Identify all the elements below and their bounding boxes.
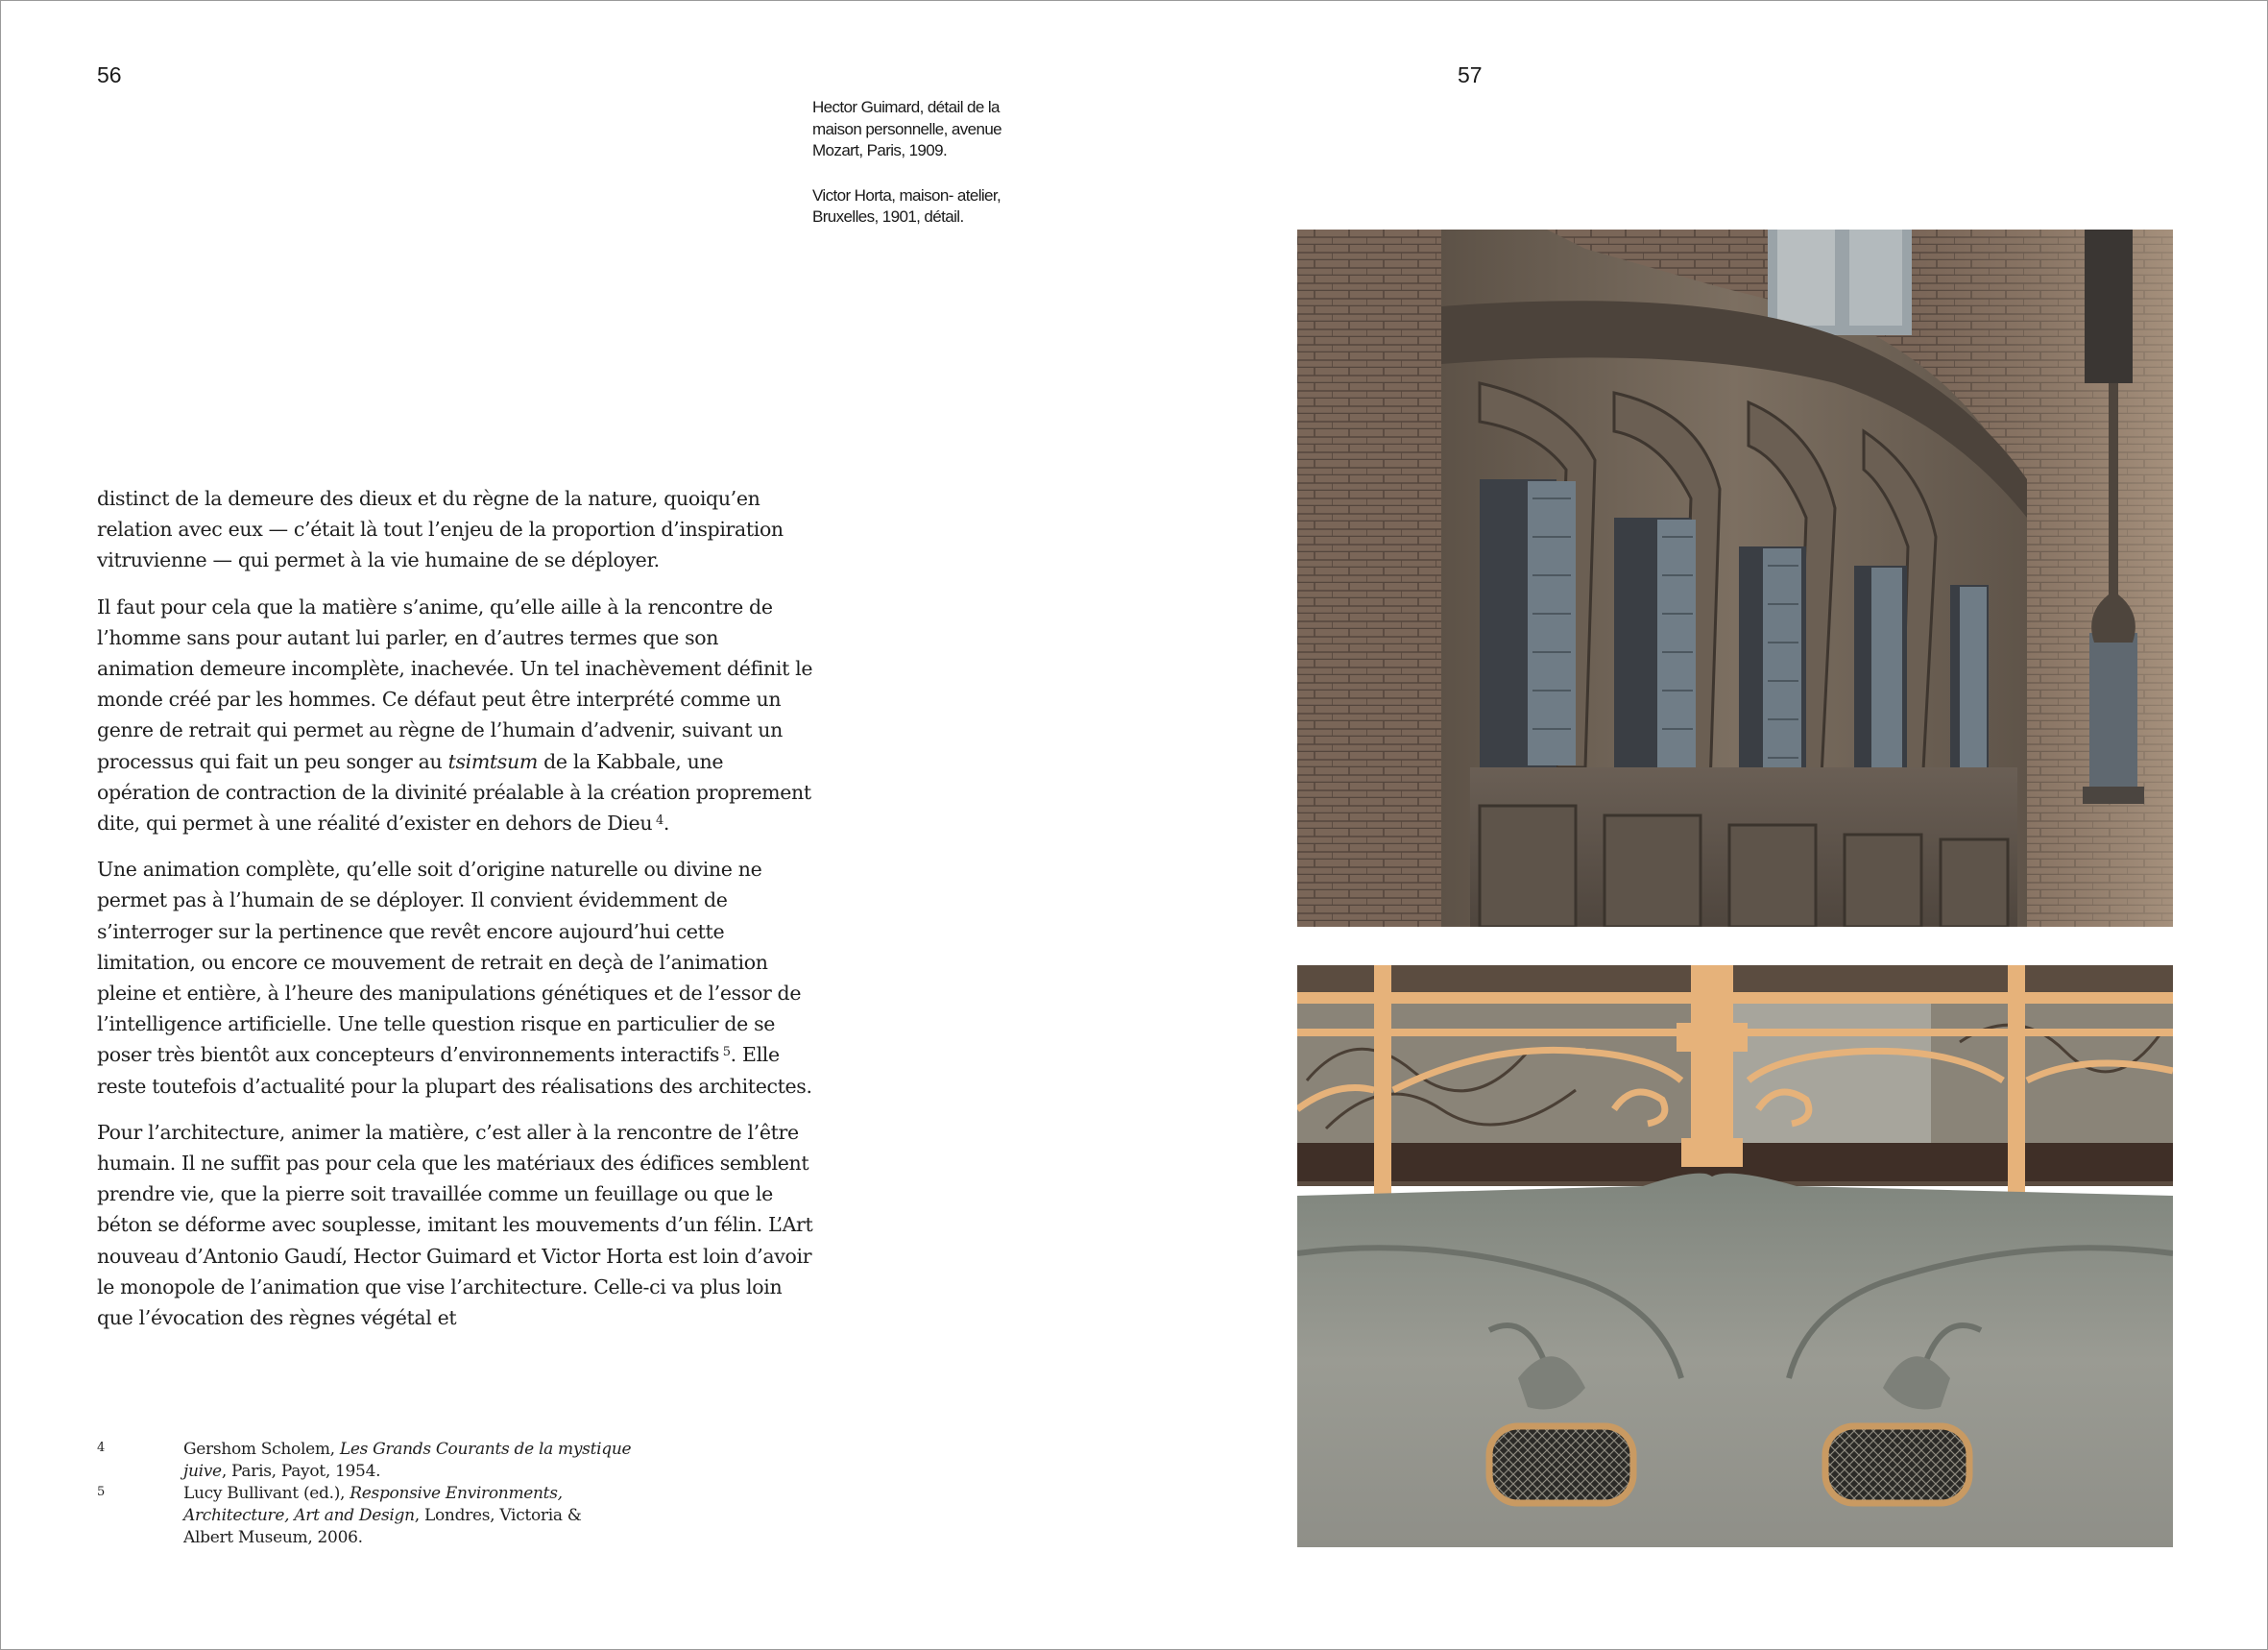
footnote-number: 5: [97, 1485, 105, 1499]
footnote-5: [97, 1483, 635, 1549]
guimard-facade-photo: [1297, 230, 2173, 927]
caption-guimard: Hector Guimard, détail de la maison personnelle, avenue Mozart, Paris, 1909.: [812, 98, 1002, 159]
page-number-left: 56: [97, 62, 122, 87]
footnote-number: 4: [97, 1441, 105, 1455]
horta-ironwork-photo: [1297, 965, 2173, 1547]
footnote-4: [97, 1439, 635, 1483]
paragraph-1: distinct de la demeure des dieux et du règne de la nature, quoiqu’en relation avec eux — c’était là tout l’enjeu de la proportion d’inspiration vitruvienne — qui permet à la vie humaine de se déployer.: [97, 487, 784, 572]
image-captions: [812, 97, 1043, 252]
footnote-ref-4: 4: [655, 813, 664, 829]
paragraph-2-text-b: de la Kabbale, une opération de contraction de la divinité préalable à la création proprement dite, qui permet à une réalité d’exister en dehors de Dieu: [97, 749, 811, 836]
paragraph-2-end: .: [663, 812, 670, 836]
footnote-text: , Paris, Payot, 1954.: [221, 1462, 381, 1481]
body-text: [97, 483, 815, 1333]
footnote-ref-5: 5: [722, 1045, 731, 1060]
footnote-text: Lucy Bullivant (ed.),: [183, 1484, 350, 1503]
paragraph-3-text-b: . Elle reste toutefois d’actualité pour la plupart des réalisations des architectes.: [97, 1043, 812, 1098]
footnote-text: Gershom Scholem,: [183, 1440, 340, 1459]
footnote-title: Les Grands Courants de la mystique juive: [183, 1440, 632, 1481]
footnote-title: Responsive Environments, Architecture, Art and Design: [183, 1484, 563, 1525]
paragraph-2: [97, 592, 815, 839]
footnotes: [97, 1439, 635, 1549]
paragraph-2-italic: tsimtsum: [447, 749, 538, 773]
paragraph-3: [97, 854, 815, 1102]
caption-horta: Victor Horta, maison- atelier, Bruxelles, 1901, détail.: [812, 185, 1001, 226]
page-number-right: 57: [1458, 62, 1483, 87]
paragraph-4: Pour l’architecture, animer la matière, c’est aller à la rencontre de l’être humain. Il ne suffit pas pour cela que les matériaux des édifices semblent prendre vie, que la pierre soit travaillée comme un feuillage ou que le béton se déforme avec souplesse, imitant les mouvements d’un félin. L’Art nouveau d’Antonio Gaudí, Hector Guimard et Victor Horta est loin d’avoir le monopole de l’animation que vise l’architecture. Celle-ci va plus loin que l’évocation des règnes végétal et: [97, 1120, 813, 1330]
paragraph-3-text-a: Une animation complète, qu’elle soit d’origine naturelle ou divine ne permet pas à l’humain de se déployer. Il convient évidemment de s’interroger sur la pertinence que revêt encore aujourd’hui cette limitation, ou encore ce mouvement de retrait en deçà de l’animation pleine et entière, à l’heure des manipulations génétiques et de l’essor de l’intelligence artificielle. Une telle question risque en particulier de se poser très bientôt aux concepteurs d’environnements interactifs: [97, 858, 802, 1067]
footnote-text: , Londres, Victoria & Albert Museum, 2006.: [183, 1506, 582, 1547]
paragraph-2-text-a: Il faut pour cela que la matière s’anime, qu’elle aille à la rencontre de l’homme sans pour autant lui parler, en d’autres termes que son animation demeure incomplète, inachevée. Un tel inachèvement définit le monde créé par les hommes. Ce défaut peut être interprété comme un genre de retrait qui permet au règne de l’humain d’advenir, suivant un processus qui fait un peu songer au: [97, 594, 813, 773]
